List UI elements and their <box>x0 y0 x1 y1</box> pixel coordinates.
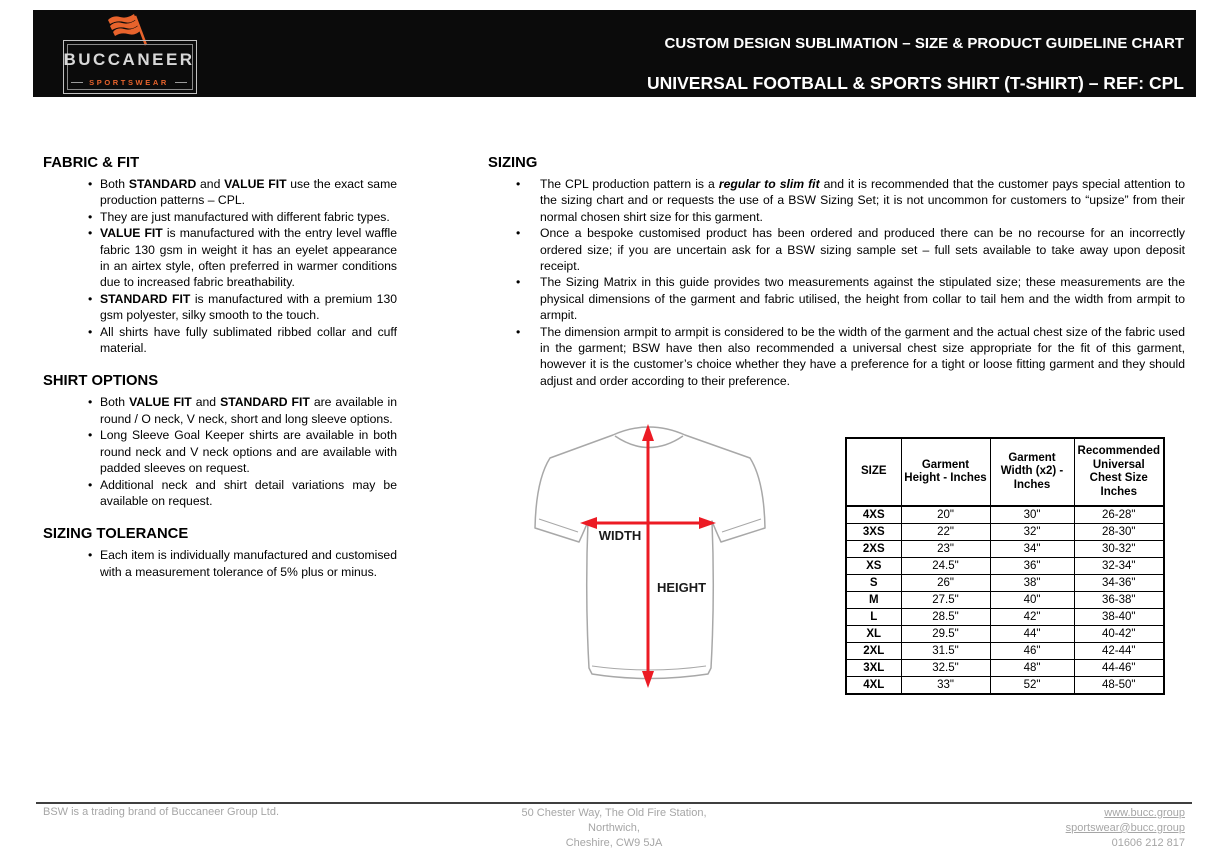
bullet-item <box>43 324 397 357</box>
measurement-cell: 22" <box>901 524 990 541</box>
footer-divider <box>36 802 1192 804</box>
measurement-cell: 34" <box>990 541 1074 558</box>
bullet-text: Once a bespoke customised product has been ordered and produced there can be no recourse for an incorrectly ordered size; if you are uncertain ask for a BSW sizing sample set – full sets available to take away upon deposit receipt. <box>540 226 1185 274</box>
measurement-cell: 52" <box>990 677 1074 695</box>
bullet-text: and it is recommended that the customer pays special attention to the sizing chart and or requests the use of a BSW Sizing Set; it is not uncommon for customers to “upsize” from their normal chosen shirt size for this garment. <box>540 177 1185 224</box>
bullet-item <box>43 427 397 476</box>
phone-number: 01606 212 817 <box>1111 836 1185 849</box>
section-fabric-fit <box>43 155 397 356</box>
website-link[interactable]: www.bucc.group <box>1104 807 1185 819</box>
measurement-cell: 42" <box>990 609 1074 626</box>
measurement-cell: 48" <box>990 660 1074 677</box>
measurement-cell: 30" <box>990 506 1074 524</box>
width-label: WIDTH <box>598 528 642 543</box>
bullet-list <box>43 547 397 580</box>
bullet-list <box>488 176 1185 389</box>
bullet-item <box>43 225 397 291</box>
bullet-item <box>488 176 1185 225</box>
measurement-cell: 29.5" <box>901 626 990 643</box>
footer-address-line: Northwich, <box>588 821 640 834</box>
measurement-cell: 30-32" <box>1074 541 1164 558</box>
brand-name: BUCCANEER <box>63 50 195 69</box>
section-heading: FABRIC & FIT <box>43 155 140 171</box>
size-cell: 2XS <box>846 541 901 558</box>
measurement-cell: 38" <box>990 575 1074 592</box>
table-row <box>846 660 1164 677</box>
logo-dash-left <box>71 82 83 83</box>
measurement-cell: 31.5" <box>901 643 990 660</box>
size-table <box>845 437 1165 695</box>
section-sizing-tolerance <box>43 526 397 580</box>
size-cell: 3XS <box>846 524 901 541</box>
bullet-text: STANDARD FIT <box>100 291 191 306</box>
brand-logo <box>63 16 199 94</box>
bullet-text: and <box>191 395 221 410</box>
bullet-item <box>488 274 1185 323</box>
bullet-text: and <box>196 177 225 191</box>
measurement-cell: 26-28" <box>1074 506 1164 524</box>
size-cell: XS <box>846 558 901 575</box>
bullet-list <box>43 394 397 509</box>
tshirt-icon <box>512 416 800 704</box>
table-row <box>846 609 1164 626</box>
size-table-header-cell: Garment Width (x2) - Inches <box>990 438 1074 506</box>
measurement-cell: 23" <box>901 541 990 558</box>
bullet-text: are available in round / O neck, V neck, short and long sleeve options. <box>100 395 398 426</box>
section-heading: SIZING <box>488 155 538 171</box>
section-heading: SHIRT OPTIONS <box>43 373 159 390</box>
table-row <box>846 558 1164 575</box>
size-cell: S <box>846 575 901 592</box>
tshirt-measurement-diagram <box>512 416 800 704</box>
bullet-text: VALUE FIT <box>100 226 163 241</box>
section-sizing <box>488 155 1185 389</box>
size-cell: 4XL <box>846 677 901 695</box>
section-shirt-options <box>43 373 397 509</box>
size-table-header-cell: SIZE <box>846 438 901 506</box>
bullet-text: Both <box>100 395 130 410</box>
measurement-cell: 28.5" <box>901 609 990 626</box>
bullet-item <box>488 225 1185 274</box>
measurement-cell: 28-30" <box>1074 524 1164 541</box>
measurement-cell: 32" <box>990 524 1074 541</box>
size-cell: L <box>846 609 901 626</box>
measurement-cell: 32-34" <box>1074 558 1164 575</box>
measurement-cell: 42-44" <box>1074 643 1164 660</box>
measurement-cell: 34-36" <box>1074 575 1164 592</box>
measurement-cell: 32.5" <box>901 660 990 677</box>
measurement-cell: 40-42" <box>1074 626 1164 643</box>
bullet-item <box>43 394 397 427</box>
measurement-cell: 26" <box>901 575 990 592</box>
bullet-text: is manufactured with a premium 130 gsm polyester, silky smooth to the touch. <box>100 291 397 323</box>
table-row <box>846 592 1164 609</box>
measurement-cell: 38-40" <box>1074 609 1164 626</box>
bullet-list <box>43 176 397 356</box>
table-row <box>846 524 1164 541</box>
bullet-item <box>43 209 397 225</box>
brand-subtitle-text: SPORTSWEAR <box>89 78 169 87</box>
measurement-cell: 44" <box>990 626 1074 643</box>
measurement-cell: 24.5" <box>901 558 990 575</box>
tshirt-outline <box>535 427 765 679</box>
bullet-text: is manufactured with the entry level waffle fabric 130 gsm in weight it has an eyelet appearance in an airtex style, often preferred in warmer conditions due to increased fabric breathability. <box>100 226 398 290</box>
table-row <box>846 626 1164 643</box>
bullet-text: VALUE FIT <box>224 177 287 191</box>
bullet-text: Additional neck and shirt detail variations may be available on request. <box>100 477 397 508</box>
measurement-cell: 44-46" <box>1074 660 1164 677</box>
bullet-item <box>43 291 397 324</box>
bullet-item <box>43 176 397 209</box>
size-cell: 3XL <box>846 660 901 677</box>
bullet-text: Long Sleeve Goal Keeper shirts are available in both round neck and V neck options and are available with padded sleeves on request. <box>100 428 397 476</box>
bullet-item <box>43 477 397 510</box>
bullet-text: STANDARD FIT <box>220 395 310 410</box>
footer-trading-note: BSW is a trading brand of Buccaneer Group Ltd. <box>43 806 280 818</box>
bullet-text: Both <box>100 177 129 191</box>
document-subtitle: CUSTOM DESIGN SUBLIMATION – SIZE & PRODUCT GUIDELINE CHART <box>664 35 1184 52</box>
measurement-cell: 48-50" <box>1074 677 1164 695</box>
footer-contact <box>1066 806 1185 850</box>
measurement-cell: 40" <box>990 592 1074 609</box>
bullet-item <box>488 324 1185 390</box>
document-title: UNIVERSAL FOOTBALL & SPORTS SHIRT (T-SHIRT) – REF: CPL <box>646 73 1184 93</box>
size-cell: M <box>846 592 901 609</box>
size-cell: 2XL <box>846 643 901 660</box>
section-heading: SIZING TOLERANCE <box>43 526 189 543</box>
table-row <box>846 575 1164 592</box>
brand-subtitle <box>63 78 195 87</box>
size-table-head-row <box>846 438 1164 506</box>
measurement-cell: 27.5" <box>901 592 990 609</box>
height-label: HEIGHT <box>657 580 707 595</box>
measurement-cell: 33" <box>901 677 990 695</box>
table-row <box>846 506 1164 524</box>
size-table-header-cell: Recommended Universal Chest Size Inches <box>1074 438 1164 506</box>
right-column <box>488 155 1185 406</box>
table-row <box>846 541 1164 558</box>
header-bar <box>33 10 1196 97</box>
bullet-text: All shirts have fully sublimated ribbed collar and cuff material. <box>100 324 397 356</box>
bullet-text: use the exact same production patterns – CPL. <box>100 177 397 208</box>
email-link[interactable]: sportswear@bucc.group <box>1065 821 1185 834</box>
size-cell: XL <box>846 626 901 643</box>
footer-address-line: 50 Chester Way, The Old Fire Station, <box>521 807 707 819</box>
bullet-text: Each item is individually manufactured and customised with a measurement tolerance of 5% plus or minus. <box>100 548 397 579</box>
bullet-item <box>43 547 397 580</box>
measurement-cell: 36" <box>990 558 1074 575</box>
bullet-text: VALUE FIT <box>129 395 192 410</box>
size-table-header-cell: Garment Height - Inches <box>901 438 990 506</box>
table-row <box>846 643 1164 660</box>
measurement-cell: 36-38" <box>1074 592 1164 609</box>
bullet-text: The Sizing Matrix in this guide provides two measurements against the stipulated size; these measurements are the physical dimensions of the garment and fabric utilised, the height from collar to tail hem and the width from armpit to armpit. <box>540 275 1185 323</box>
left-column <box>43 155 397 597</box>
bullet-text: STANDARD <box>128 177 197 191</box>
size-cell: 4XS <box>846 506 901 524</box>
measurement-cell: 46" <box>990 643 1074 660</box>
bullet-text: The CPL production pattern is a <box>540 177 719 191</box>
footer-address <box>0 806 1228 850</box>
bullet-text: They are just manufactured with different fabric types. <box>100 209 390 224</box>
table-row <box>846 677 1164 695</box>
size-table-body <box>846 506 1164 694</box>
bullet-text: The dimension armpit to armpit is considered to be the width of the garment and the actual chest size of the fabric used in the garment; BSW have then also recommended a universal chest size appropriate for the fit of this garment, however it is the customer’s choice whether they have a preference for a tight or loose fitting garment and they should adjust and order according to their preference. <box>540 324 1185 388</box>
footer-address-line: Cheshire, CW9 5JA <box>565 836 663 849</box>
measurement-cell: 20" <box>901 506 990 524</box>
bullet-text: regular to slim fit <box>718 177 820 191</box>
